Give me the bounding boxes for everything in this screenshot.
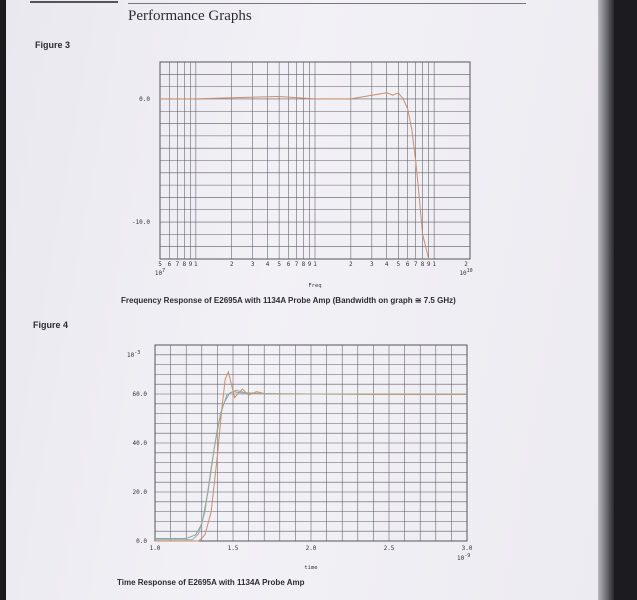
fig3-x-tick-label: 6	[405, 261, 410, 268]
fig3-x-tick-label: 7	[175, 261, 180, 268]
fig4-y-tick-label: 60.0	[132, 391, 147, 398]
fig4-y-unit-label: $10^{-3}$	[127, 350, 141, 359]
fig4-y-tick-label: 20.0	[132, 489, 147, 496]
fig3-y-tick-label: 0.0	[139, 95, 150, 103]
fig4-y-tick-label: 40.0	[132, 440, 147, 447]
fig3-y-tick-label: -10.0	[131, 219, 150, 227]
fig3-x-tick-label: 7	[413, 261, 418, 268]
fig4-x-unit-label: $10^{-9}$	[457, 553, 471, 562]
figure-4-label: Figure 4	[33, 320, 69, 330]
fig3-x-tick-label: 4	[384, 261, 389, 268]
fig3-x-tick-label: 8	[182, 261, 187, 268]
fig3-x-tick-label: 1	[432, 261, 436, 268]
fig3-x-tick-label: 3	[250, 261, 255, 268]
figure-3-caption: Frequency Response of E2695A with 1134A Probe Amp (Bandwidth on graph ≅ 7.5 GHz)	[121, 296, 456, 305]
fig3-series-line-0	[160, 93, 429, 259]
fig3-x-tick-label: 4	[265, 261, 270, 268]
fig4-x-tick-label: 1.5	[227, 545, 239, 552]
fig3-x-tick-label: 2	[464, 261, 468, 268]
fig4-x-tick-label: 2.0	[305, 545, 317, 552]
fig3-x-tick-label: 6	[167, 261, 172, 268]
fig4-x-tick-label: 2.5	[383, 545, 395, 552]
fig3-x-tick-label: 1	[194, 261, 198, 268]
fig4-y-tick-label: 0.0	[136, 538, 147, 545]
fig3-x-tick-label: 9	[426, 261, 431, 268]
fig3-x-tick-label: 9	[307, 261, 312, 268]
fig3-x-tick-label: 8	[301, 261, 306, 268]
fig3-x-tick-label: 9	[188, 261, 193, 268]
fig3-x-tick-label: 5	[396, 261, 401, 268]
page-title: Performance Graphs	[128, 8, 252, 24]
fig3-x-tick-label: 7	[294, 261, 299, 268]
fig3-x-decade-label: $10^{10}$	[459, 268, 473, 277]
fig3-x-tick-label: 6	[286, 261, 291, 268]
fig3-x-tick-label: 8	[420, 261, 425, 268]
fig3-x-tick-label: 2	[229, 261, 234, 268]
fig3-x-tick-label: 2	[349, 261, 353, 268]
fig3-x-tick-label: 5	[277, 261, 281, 268]
fig3-x-decade-label: $10^7$	[154, 268, 166, 277]
fig3-x-tick-label: 1	[313, 261, 317, 268]
figure-3-label: Figure 3	[35, 40, 71, 50]
figure-4-caption: Time Response of E2695A with 1134A Probe Amp	[117, 578, 305, 587]
fig4-x-tick-label: 3.0	[461, 545, 473, 552]
fig4-x-tick-label: 1.0	[149, 545, 161, 552]
fig3-x-axis-label: Freq	[308, 283, 322, 289]
fig3-x-tick-label: 5	[158, 261, 162, 268]
fig3-x-tick-label: 3	[370, 261, 374, 268]
fig4-x-axis-label: time	[304, 565, 318, 571]
